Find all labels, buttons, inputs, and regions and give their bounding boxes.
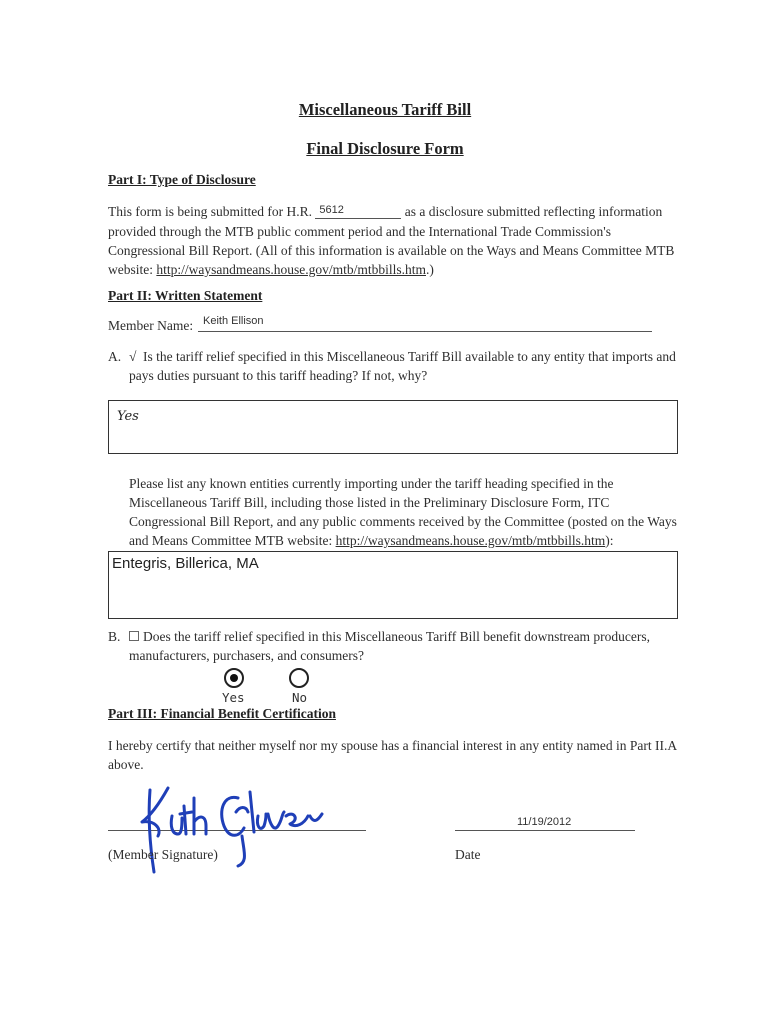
list-prompt-line4-suffix: ): bbox=[605, 533, 614, 548]
list-prompt-line4 bbox=[129, 531, 613, 551]
part2-heading: Part II: Written Statement bbox=[108, 288, 263, 303]
list-prompt-line3: Congressional Bill Report, and any public comments received by the Committee (posted on the Ways bbox=[129, 514, 677, 529]
part3-heading: Part III: Financial Benefit Certification bbox=[108, 706, 336, 721]
list-prompt-line4-prefix: and Means Committee MTB website: bbox=[129, 533, 336, 548]
mtb-website-link[interactable]: http://waysandmeans.house.gov/mtb/mtbbills.htm bbox=[156, 262, 426, 277]
part1-line2: provided through the MTB public comment period and the International Trade Commission's bbox=[108, 224, 611, 239]
question-b-line2: manufacturers, purchasers, and consumers? bbox=[129, 648, 365, 663]
radio-no[interactable] bbox=[289, 668, 309, 688]
certification-line2: above. bbox=[108, 757, 144, 772]
part1-intro-line1 bbox=[108, 202, 688, 222]
member-name-label: Member Name: bbox=[108, 318, 194, 333]
radio-yes-label: Yes bbox=[222, 690, 245, 705]
question-a-line1: Is the tariff relief specified in this Miscellaneous Tariff Bill available to any entity that imports and bbox=[143, 349, 676, 364]
part1-intro-after: as a disclosure submitted reflecting information bbox=[404, 204, 663, 219]
form-subtitle: Final Disclosure Form bbox=[306, 139, 464, 158]
question-a-line2: pays duties pursuant to this tariff heading? If not, why? bbox=[129, 368, 428, 383]
part1-line4-prefix: website: bbox=[108, 262, 157, 277]
part1-line3: Congressional Bill Report. (All of this information is available on the Ways and Means Committee MTB bbox=[108, 243, 675, 258]
list-prompt-line1: Please list any known entities currently importing under the tariff heading specified in the bbox=[129, 476, 614, 491]
question-a-label: A. bbox=[108, 349, 122, 364]
entities-value: Entegris, Billerica, MA bbox=[112, 555, 259, 572]
question-a-checkmark-icon: √ bbox=[129, 349, 137, 364]
question-b-label: B. bbox=[108, 629, 121, 644]
date-label: Date bbox=[455, 847, 481, 862]
question-b-line1-text: Does the tariff relief specified in this Miscellaneous Tariff Bill benefit downstream producers, bbox=[143, 629, 651, 644]
signature-label: (Member Signature) bbox=[108, 847, 218, 862]
radio-yes[interactable] bbox=[224, 668, 244, 688]
radio-no-label: No bbox=[292, 690, 308, 705]
answer-a-value: Yes bbox=[117, 409, 139, 424]
list-prompt-line2: Miscellaneous Tariff Bill, including those listed in the Preliminary Disclosure Form, ITC bbox=[129, 495, 610, 510]
member-name-value: Keith Ellison bbox=[203, 315, 264, 327]
radio-yes-selected-dot bbox=[230, 674, 238, 682]
form-title: Miscellaneous Tariff Bill bbox=[298, 100, 472, 119]
question-b-line1 bbox=[129, 627, 650, 647]
date-value: 11/19/2012 bbox=[517, 816, 572, 828]
question-b-checkbox[interactable] bbox=[129, 631, 139, 641]
part1-intro-before: This form is being submitted for H.R. bbox=[108, 204, 312, 219]
certification-line1: I hereby certify that neither myself nor my spouse has a financial interest in any entity named in Part II.A bbox=[108, 738, 678, 753]
hr-number: 5612 bbox=[319, 204, 344, 216]
part1-heading: Part I: Type of Disclosure bbox=[108, 172, 256, 187]
part1-line4-suffix: .) bbox=[426, 262, 434, 277]
answer-a-box[interactable] bbox=[108, 400, 678, 454]
date-line[interactable] bbox=[455, 829, 635, 831]
part1-line4 bbox=[108, 260, 434, 280]
mtb-website-link-2[interactable]: http://waysandmeans.house.gov/mtb/mtbbills.htm bbox=[335, 533, 606, 548]
entities-box[interactable] bbox=[108, 551, 678, 619]
hr-number-field[interactable] bbox=[315, 204, 401, 219]
member-name-field[interactable] bbox=[198, 330, 652, 332]
